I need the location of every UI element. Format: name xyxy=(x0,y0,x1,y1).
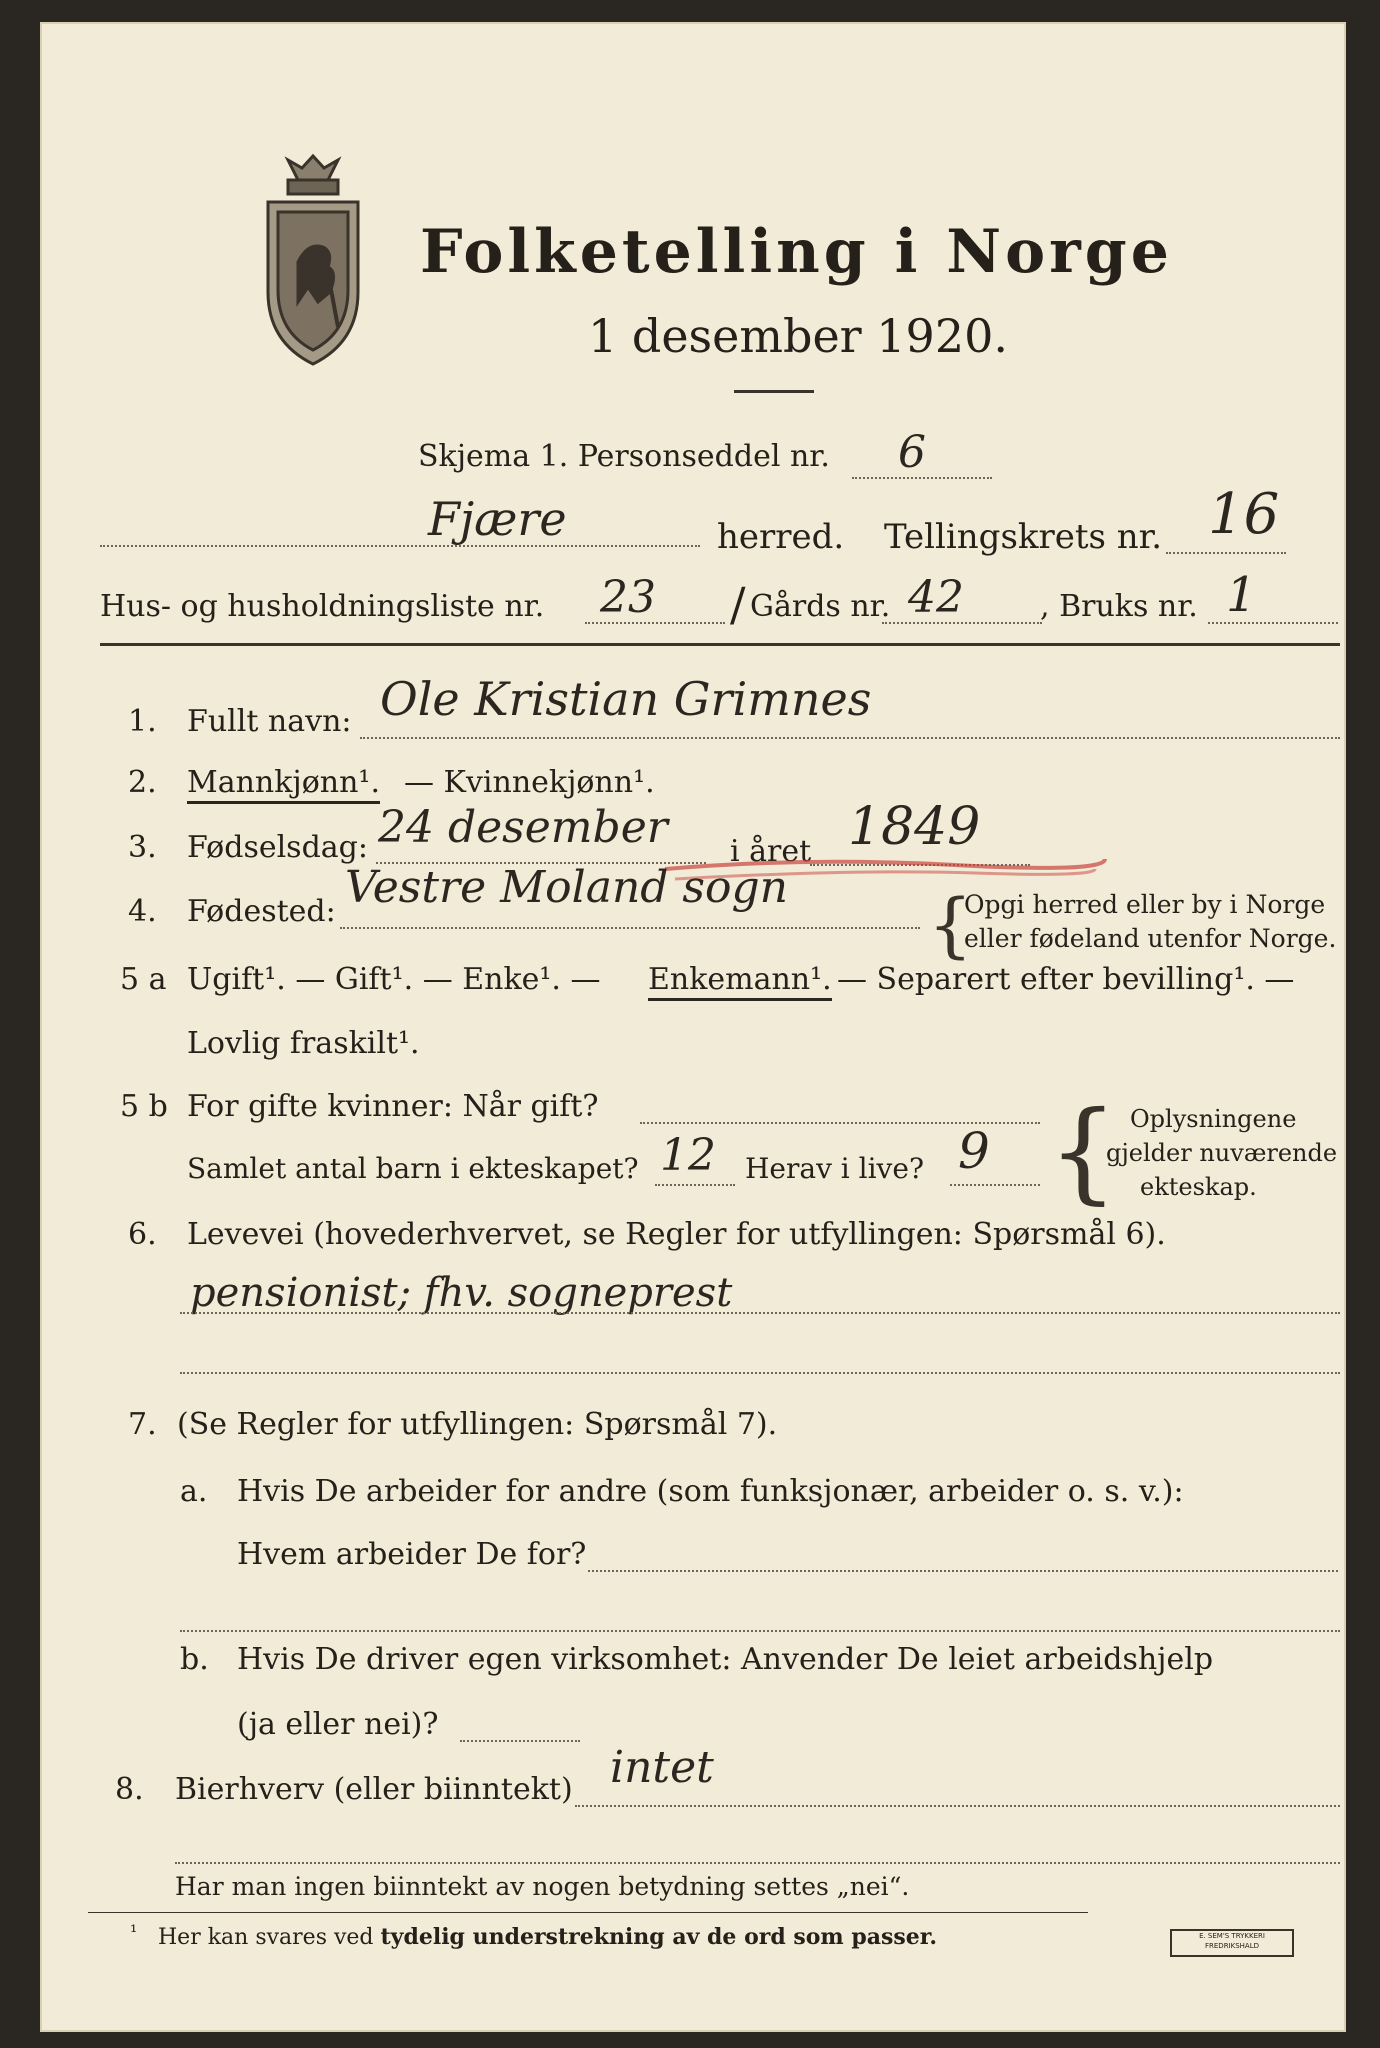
herred-value-line xyxy=(100,545,700,547)
q4-brace: { xyxy=(928,884,973,966)
form-date: 1 desember 1920. xyxy=(588,309,1008,363)
q8-answer-line xyxy=(575,1805,1340,1807)
q5b-note-3: ekteskap. xyxy=(1140,1173,1257,1201)
q3-value[interactable]: 24 desember xyxy=(378,802,668,853)
q5b-label: For gifte kvinner: Når gift? xyxy=(187,1089,599,1124)
q6-value[interactable]: pensionist; fhv. sogneprest xyxy=(190,1270,733,1316)
footnote-rule xyxy=(88,1912,1088,1913)
q1-number: 1. xyxy=(128,704,157,739)
printer-line-1: E. SEM'S TRYKKERI xyxy=(1199,1932,1265,1940)
q8-answer-line-2[interactable] xyxy=(175,1862,1340,1864)
q4-value[interactable]: Vestre Moland sogn xyxy=(345,862,789,913)
herred-label: herred. xyxy=(717,517,845,557)
q7a-line-2: Hvem arbeider De for? xyxy=(237,1537,587,1572)
bruks-label: , Bruks nr. xyxy=(1040,589,1198,624)
q2-female[interactable]: — Kvinnekjønn¹. xyxy=(404,765,655,800)
q3-year-label: i året xyxy=(730,834,812,869)
schema-label: Skjema 1. Personseddel nr. xyxy=(418,439,830,474)
krets-value-line xyxy=(1166,552,1286,554)
q8-number: 8. xyxy=(115,1772,144,1807)
q5b-alive-value[interactable]: 9 xyxy=(958,1122,990,1180)
q5b-number: 5 b xyxy=(120,1089,168,1124)
header-rule xyxy=(100,643,1340,646)
q5a-options-1[interactable]: Ugift¹. — Gift¹. — Enke¹. — xyxy=(187,962,601,997)
footnote-text-plain: Her kan svares ved xyxy=(158,1925,374,1950)
schema-value[interactable]: 6 xyxy=(898,427,926,478)
q7b-answer-line[interactable] xyxy=(460,1740,580,1742)
q7a-line-answer-1[interactable] xyxy=(588,1570,1338,1572)
q5a-enkemann[interactable]: Enkemann¹. xyxy=(648,962,832,1001)
q2-number: 2. xyxy=(128,765,157,800)
q6-line-2 xyxy=(180,1372,1340,1374)
q4-note-1: Opgi herred eller by i Norge xyxy=(964,890,1326,919)
q8-value[interactable]: intet xyxy=(610,1742,714,1793)
q4-label: Fødested: xyxy=(187,894,336,929)
q6-label: Levevei (hovederhvervet, se Regler for utfyllingen: Spørsmål 6). xyxy=(187,1217,1166,1252)
herred-value[interactable]: Fjære xyxy=(428,492,567,546)
printer-line-2: FREDRIKSHALD xyxy=(1204,1942,1259,1950)
q8-label: Bierhverv (eller biinntekt) xyxy=(175,1772,573,1807)
footnote-text xyxy=(158,1924,937,1950)
title-rule xyxy=(734,390,814,393)
q5a-number: 5 a xyxy=(120,962,167,997)
q1-value[interactable]: Ole Kristian Grimnes xyxy=(380,672,872,726)
q3-year-value[interactable]: 1849 xyxy=(848,797,981,857)
q7b-line-2: (ja eller nei)? xyxy=(237,1707,439,1742)
household-slash: / xyxy=(730,577,746,631)
q7a-line-answer-2[interactable] xyxy=(180,1630,1340,1632)
q4-value-line xyxy=(340,927,920,929)
footnote-text-bold: tydelig understrekning av de ord som passer. xyxy=(380,1924,938,1950)
q5b-children-line xyxy=(655,1184,735,1186)
q1-label: Fullt navn: xyxy=(187,704,352,739)
q3-number: 3. xyxy=(128,830,157,865)
census-form xyxy=(40,22,1346,2032)
household-value[interactable]: 23 xyxy=(600,572,656,623)
q7-number: 7. xyxy=(128,1407,157,1442)
q6-number: 6. xyxy=(128,1217,157,1252)
form-title: Folketelling i Norge xyxy=(420,217,1173,287)
bruks-value[interactable]: 1 xyxy=(1226,567,1257,623)
printer-mark xyxy=(1170,1929,1294,1957)
q7a-line-1: Hvis De arbeider for andre (som funksjonær, arbeider o. s. v.): xyxy=(237,1474,1184,1509)
q7-label: (Se Regler for utfyllingen: Spørsmål 7). xyxy=(177,1407,778,1442)
q7b-number: b. xyxy=(180,1642,209,1677)
q5a-options-3[interactable]: Lovlig fraskilt¹. xyxy=(187,1026,420,1061)
q5b-note-2: gjelder nuværende xyxy=(1106,1139,1338,1167)
footnote-mark: ¹ xyxy=(130,1922,138,1943)
q5b-alive-line xyxy=(950,1184,1040,1186)
krets-value[interactable]: 16 xyxy=(1208,482,1280,547)
q7b-line-1: Hvis De driver egen virksomhet: Anvender De leiet arbeidshjelp xyxy=(237,1642,1214,1677)
gards-label: Gårds nr. xyxy=(750,589,891,624)
q3-label: Fødselsdag: xyxy=(187,830,368,865)
q5b-note-1: Oplysningene xyxy=(1130,1105,1297,1133)
household-label: Hus- og husholdningsliste nr. xyxy=(100,589,545,624)
q6-line-1 xyxy=(180,1312,1340,1314)
q7a-number: a. xyxy=(180,1474,208,1509)
q4-number: 4. xyxy=(128,894,157,929)
q5b-children-label: Samlet antal barn i ekteskapet? xyxy=(187,1152,639,1185)
krets-label: Tellingskrets nr. xyxy=(884,517,1163,557)
q5b-alive-label: Herav i live? xyxy=(745,1152,924,1185)
q8-note: Har man ingen biinntekt av nogen betydning settes „nei“. xyxy=(175,1872,910,1901)
coat-of-arms-icon xyxy=(258,152,368,374)
q2-male[interactable]: Mannkjønn¹. xyxy=(187,765,380,804)
q4-note-2: eller fødeland utenfor Norge. xyxy=(964,924,1337,953)
gards-value[interactable]: 42 xyxy=(908,572,964,623)
q5b-brace: { xyxy=(1048,1087,1118,1215)
q1-value-line xyxy=(360,737,1340,739)
q5a-options-2[interactable]: — Separert efter bevilling¹. — xyxy=(837,962,1295,997)
q5b-children-value[interactable]: 12 xyxy=(660,1130,716,1181)
